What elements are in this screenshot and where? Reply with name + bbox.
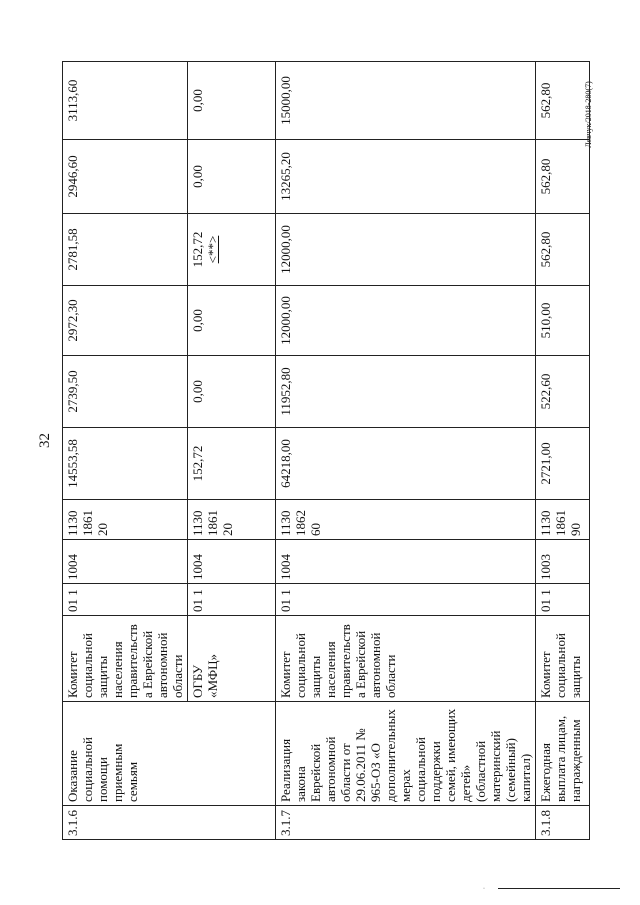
grbs-code: 01 1	[536, 584, 590, 616]
total-amount: 64218,00	[276, 428, 536, 500]
grbs-code: 01 1	[276, 584, 536, 616]
page-number: 32	[37, 433, 53, 448]
grbs-code: 01 1	[188, 584, 276, 616]
measure-name: Ежегодная выплата лицам, награжденным	[536, 702, 590, 806]
section-code: 1003	[536, 540, 590, 584]
year-5-amount: 562,80	[536, 62, 590, 140]
target-article-code: 1130 1861 20	[63, 500, 188, 540]
year-5-amount: 0,00	[188, 62, 276, 140]
year-4-amount: 2946,60	[63, 140, 188, 214]
year-5-amount: 15000,00	[276, 62, 536, 140]
year-4-amount: 13265,20	[276, 140, 536, 214]
year-3-amount: 2781,58	[63, 214, 188, 286]
year-4-amount: 562,80	[536, 140, 590, 214]
grbs-code: 01 1	[63, 584, 188, 616]
year-3-amount: 12000,00	[276, 214, 536, 286]
target-article-code: 1130 1862 60	[276, 500, 536, 540]
section-code: 1004	[276, 540, 536, 584]
measure-name: Оказание социальной помощи приемным семьям	[63, 702, 276, 806]
year-2-amount: 510,00	[536, 286, 590, 356]
executor: Комитет социальной защиты	[536, 616, 590, 702]
year-1-amount: 11952,80	[276, 356, 536, 428]
table-row	[536, 62, 590, 840]
executor: ОГБУ «МФЦ»	[188, 616, 276, 702]
margin-mark: ·	[483, 886, 485, 892]
year-4-amount: 0,00	[188, 140, 276, 214]
year-3-amount: 562,80	[536, 214, 590, 286]
year-5-amount: 3113,60	[63, 62, 188, 140]
year-1-amount: 522,60	[536, 356, 590, 428]
measure-name: Реализация закона Еврейской автономной области от 29.06.2011 № 965-ОЗ «О дополнительных мерах социальной поддержки семей, имеющих детей» (областной материнский (семейный) капитал)	[276, 702, 536, 806]
table-row	[276, 62, 536, 840]
year-3-value: 152,72	[190, 231, 205, 268]
bottom-rule	[498, 888, 620, 889]
year-3-amount	[188, 214, 276, 286]
total-amount: 2721,00	[536, 428, 590, 500]
total-amount: 152,72	[188, 428, 276, 500]
row-number: 3.1.8	[536, 806, 590, 840]
year-2-amount: 12000,00	[276, 286, 536, 356]
table-row	[63, 62, 188, 840]
executor: Комитет социальной защиты населения правительства Еврейской автономной области	[63, 616, 188, 702]
target-article-code: 1130 1861 90	[536, 500, 590, 540]
document-code: Левчук/2018-280(7)	[583, 81, 593, 148]
year-1-amount: 2739,50	[63, 356, 188, 428]
section-code: 1004	[63, 540, 188, 584]
year-1-amount: 0,00	[188, 356, 276, 428]
total-amount: 14553,58	[63, 428, 188, 500]
year-2-amount: 0,00	[188, 286, 276, 356]
footnote-reference: <**>	[205, 235, 220, 264]
executor: Комитет социальной защиты населения правительства Еврейской автономной области	[276, 616, 536, 702]
program-table	[62, 62, 583, 840]
year-2-amount: 2972,30	[63, 286, 188, 356]
section-code: 1004	[188, 540, 276, 584]
target-article-code: 1130 1861 20	[188, 500, 276, 540]
row-number: 3.1.7	[276, 806, 536, 840]
row-number: 3.1.6	[63, 806, 276, 840]
